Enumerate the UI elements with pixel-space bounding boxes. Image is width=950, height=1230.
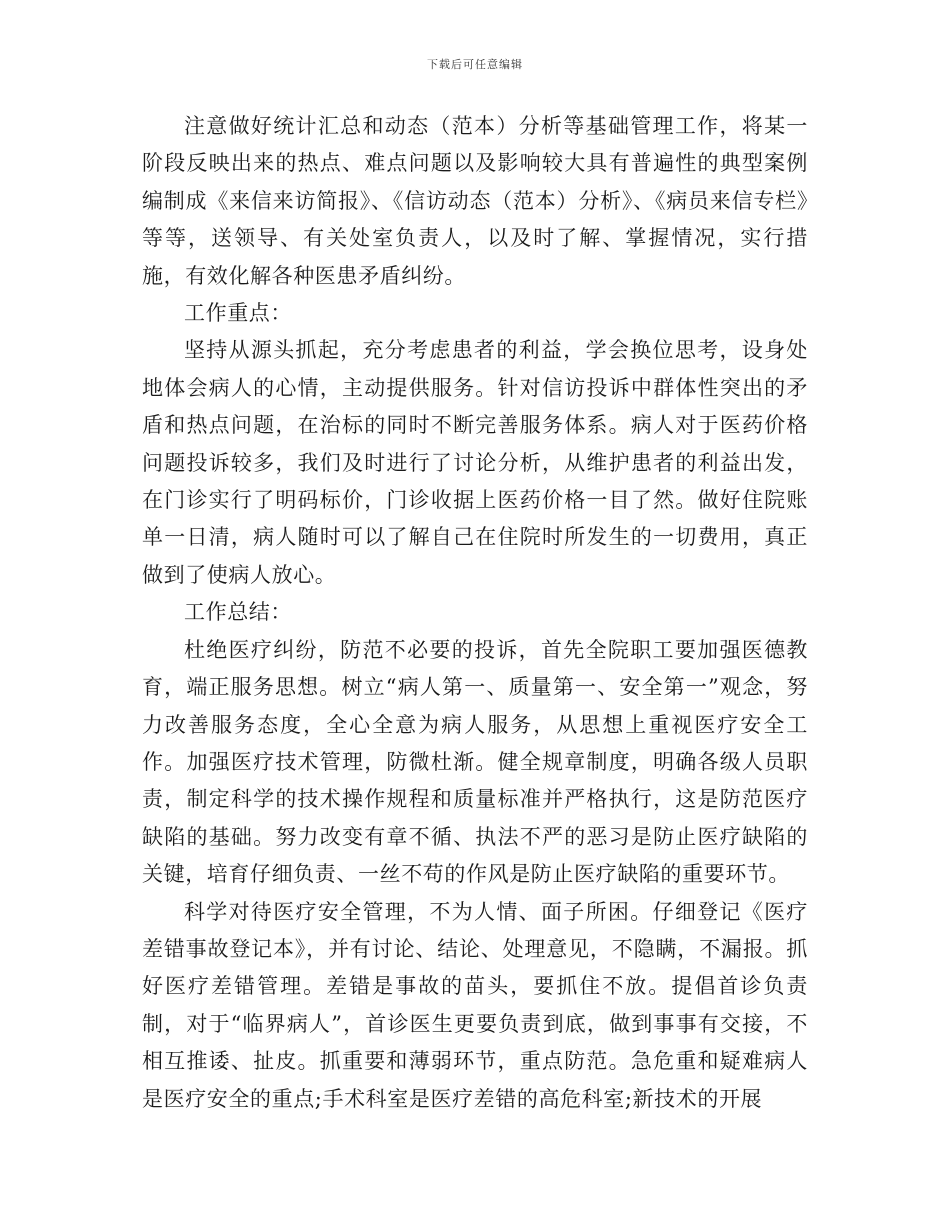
- heading-work-summary: 工作总结：: [184, 600, 292, 625]
- document-body: [142, 108, 808, 1118]
- paragraph-work-focus: 坚持从源头抓起，充分考虑患者的利益，学会换位思考，设身处地体会病人的心情，主动提供服务。针对信访投诉中群体性突出的矛盾和热点问题，在治标的同时不断完善服务体系。病人对于医药价格问题投诉较多，我们及时进行了讨论分析，从维护患者的利益出发，在门诊实行了明码标价，门诊收据上医药价格一目了然。做好住院账单一日清，病人随时可以了解自己在住院时所发生的一切费用，真正做到了使病人放心。: [142, 338, 808, 587]
- paragraph-statistics: 注意做好统计汇总和动态（范本）分析等基础管理工作，将某一阶段反映出来的热点、难点问题以及影响较大具有普遍性的典型案例编制成《来信来访简报》、《信访动态（范本）分析》、《病员来信专栏》等等，送领导、有关处室负责人，以及时了解、掌握情况，实行措施，有效化解各种医患矛盾纠纷。: [142, 114, 808, 288]
- paragraph-work-summary: 杜绝医疗纠纷，防范不必要的投诉，首先全院职工要加强医德教育，端正服务思想。树立“病人第一、质量第一、安全第一”观念，努力改善服务态度，全心全意为病人服务，从思想上重视医疗安全工作。加强医疗技术管理，防微杜渐。健全规章制度，明确各级人员职责，制定科学的技术操作规程和质量标准并严格执行，这是防范医疗缺陷的基础。努力改变有章不循、执法不严的恶习是防止医疗缺陷的关键，培育仔细负责、一丝不苟的作风是防止医疗缺陷的重要环节。: [142, 637, 808, 887]
- paragraph-safety-management: 科学对待医疗安全管理，不为人情、面子所困。仔细登记《医疗差错事故登记本》，并有讨论、结论、处理意见，不隐瞒，不漏报。抓好医疗差错管理。差错是事故的苗头，要抓住不放。提倡首诊负责制，对于“临界病人”，首诊医生更要负责到底，做到事事有交接，不相互推诿、扯皮。抓重要和薄弱环节，重点防范。急危重和疑难病人是医疗安全的重点;手术科室是医疗差错的高危科室;新技术的开展: [142, 899, 808, 1111]
- page-header-note: 下载后可任意编辑: [427, 58, 523, 71]
- heading-work-focus: 工作重点：: [184, 301, 292, 326]
